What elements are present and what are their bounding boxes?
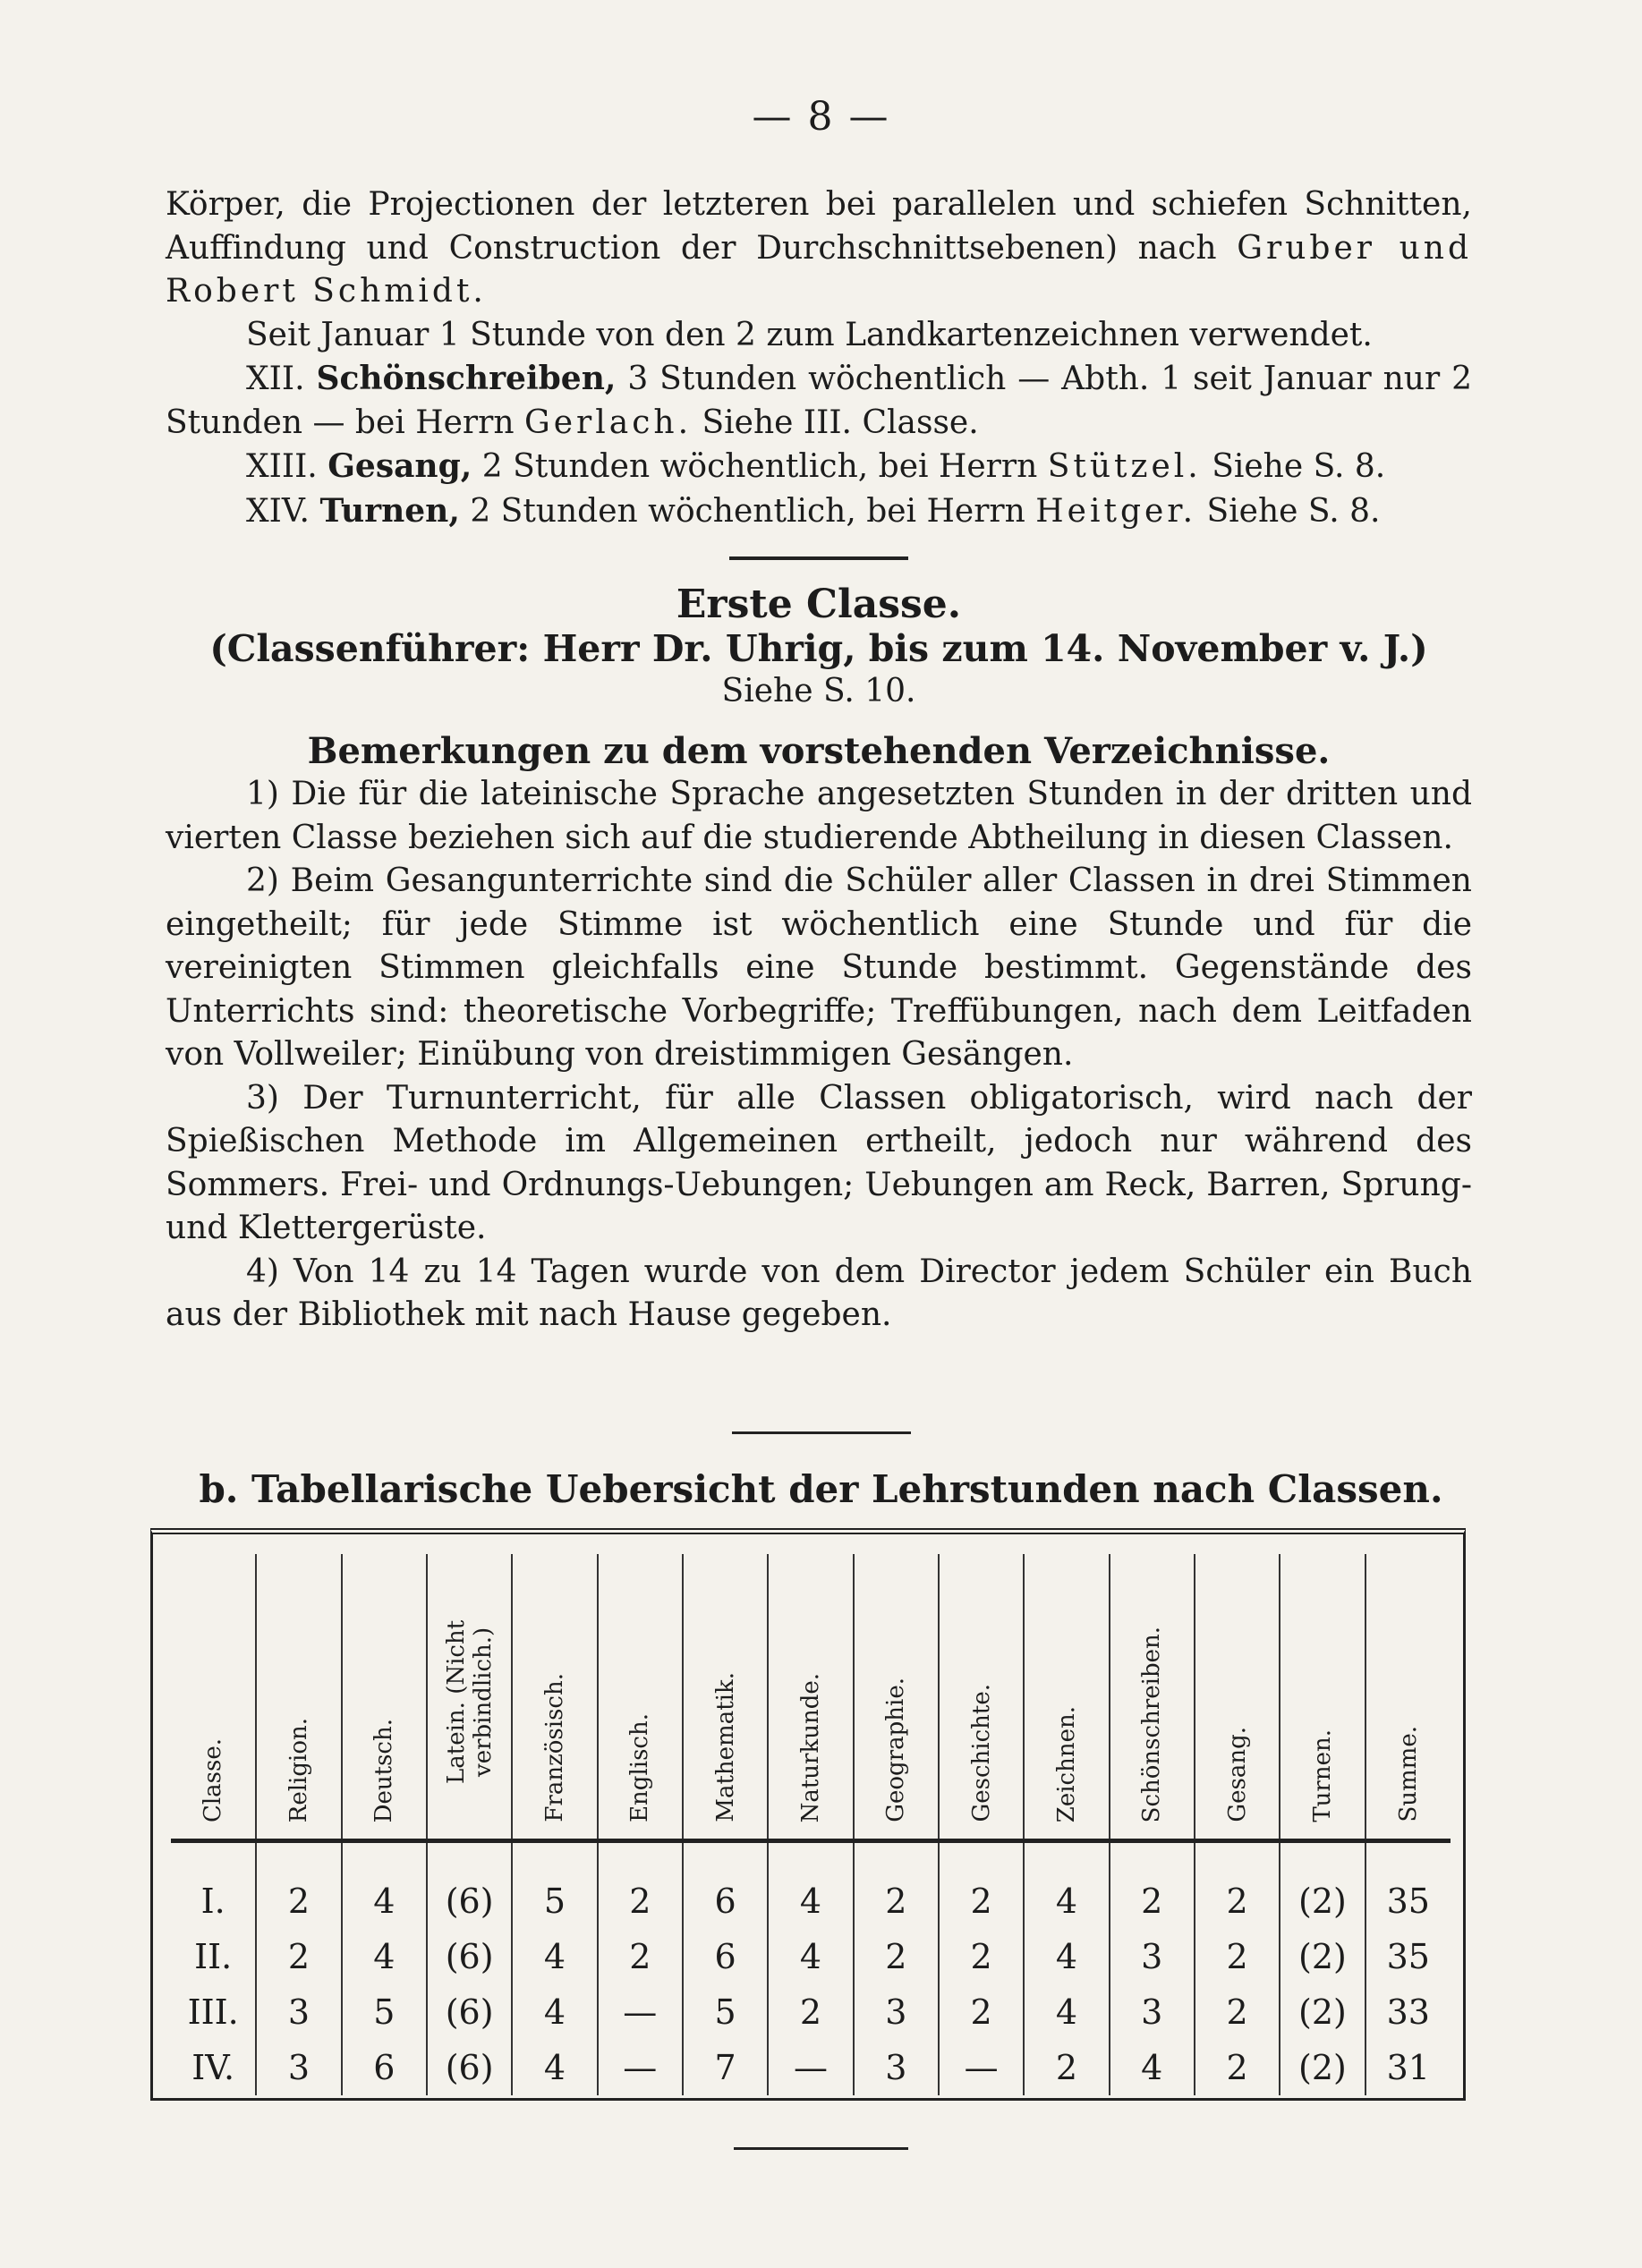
column-label: Summe.: [1394, 1726, 1422, 1822]
hours-cell: (6): [427, 1929, 512, 1984]
hours-cell: 2: [256, 1841, 341, 1930]
hours-cell: 35: [1386, 1937, 1430, 1976]
hours-cell: 2: [256, 1929, 341, 1984]
column-header: [1024, 1554, 1109, 1841]
hours-cell: 2: [939, 1929, 1024, 1984]
hours-cell: 2: [939, 1841, 1024, 1930]
hours-cell: —: [768, 2040, 853, 2095]
subject-entry: [166, 489, 1472, 534]
hours-cell: (2): [1280, 2040, 1365, 2095]
column-header: [256, 1554, 341, 1841]
hours-cell: 5: [342, 1984, 427, 2040]
column-label: Deutsch.: [370, 1718, 398, 1822]
remark-item: 2) Beim Gesangunterrichte sind die Schüler aller Classen in drei Stimmen eingetheilt; für jede Stimme ist wöchentlich eine Stunde und für die vereinigten Stimmen gleichfalls eine Stunde bestimmt. Gegenstände des Unterrichts sind: theoretische Vorbegriffe; Treffübungen, nach dem Leitfaden von Vollweiler; Einübung von dreistimmigen Gesängen.: [166, 862, 1472, 1073]
table-row: [171, 1929, 1451, 1984]
hours-cell: —: [939, 2040, 1024, 2095]
table-row: [171, 1984, 1451, 2040]
divider: [732, 1431, 911, 1434]
hours-cell: 2: [1195, 1929, 1280, 1984]
subject-text: 2 Stunden wöchentlich, bei Herrn: [470, 492, 1025, 530]
section-leader: (Classenführer: Herr Dr. Uhrig, bis zum 14. November v. J.): [209, 626, 1428, 670]
subject-text: 2 Stunden wöchentlich, bei Herrn: [481, 448, 1038, 485]
remark-item: 3) Der Turnunterricht, für alle Classen obligatorisch, wird nach der Spießischen Methode im Allgemeinen ertheilt, jedoch nur während des Sommers. Frei- und Ordnungs-Uebungen; Uebungen am Reck, Barren, Sprung- und Klettergerüste.: [166, 1079, 1472, 1246]
hours-cell: 3: [854, 2040, 939, 2095]
hours-cell: 2: [598, 1929, 683, 1984]
column-header: [342, 1554, 427, 1841]
hours-cell: 2: [854, 1929, 939, 1984]
column-label: Geschichte.: [967, 1684, 995, 1822]
hours-cell: (2): [1280, 1929, 1365, 1984]
column-label: Zeichnen.: [1052, 1705, 1080, 1822]
section-ref: Siehe S. 10.: [721, 673, 916, 709]
divider: [734, 2147, 908, 2150]
hours-cell: 5: [512, 1841, 597, 1930]
column-header: [598, 1554, 683, 1841]
hours-cell: 6: [683, 1929, 768, 1984]
hours-cell: 5: [683, 1984, 768, 2040]
column-label: Geographie.: [882, 1678, 910, 1822]
column-header: [1280, 1554, 1365, 1841]
schedule-table: [171, 1554, 1451, 2095]
column-label: Schönschreiben.: [1138, 1626, 1166, 1822]
hours-cell: (2): [1280, 1984, 1365, 2040]
hours-cell: 4: [1024, 1984, 1109, 2040]
hours-cell: —: [598, 1984, 683, 2040]
hours-cell: (6): [427, 1984, 512, 2040]
column-header: [939, 1554, 1024, 1841]
intro-line2: Seit Januar 1 Stunde von den 2 zum Landkartenzeichnen verwendet.: [246, 316, 1373, 353]
hours-cell: 2: [1195, 2040, 1280, 2095]
hours-cell: 6: [683, 1841, 768, 1930]
column-label: Französisch.: [540, 1673, 568, 1822]
remark-item: 1) Die für die lateinische Sprache angesetzten Stunden in der dritten und vierten Classe beziehen sich auf die studierende Abtheilung in diesen Classen.: [166, 776, 1472, 856]
column-header: [768, 1554, 853, 1841]
subject-numeral: XIII.: [246, 448, 318, 485]
column-header: [683, 1554, 768, 1841]
intro-paragraph: [166, 183, 1472, 314]
subject-ref: Siehe III. Classe.: [702, 403, 979, 441]
hours-cell: 35: [1386, 1882, 1430, 1921]
hours-cell: (6): [427, 2040, 512, 2095]
hours-cell: 2: [768, 1984, 853, 2040]
column-header: [1195, 1554, 1280, 1841]
hours-cell: 7: [683, 2040, 768, 2095]
subject-text: 3 Stunden wöchentlich — Abth. 1 seit Januar nur 2 Stunden — bei Herrn: [166, 361, 1473, 441]
column-header: [427, 1554, 512, 1841]
column-label: Classe.: [200, 1737, 227, 1822]
table-row: [171, 2040, 1451, 2095]
hours-cell: 2: [1195, 1984, 1280, 2040]
remarks-title: Bemerkungen zu dem vorstehenden Verzeichnisse.: [307, 729, 1331, 772]
column-header: [1365, 1554, 1451, 1841]
hours-cell: 3: [1110, 1984, 1195, 2040]
hours-cell: 4: [768, 1841, 853, 1930]
column-header: [512, 1554, 597, 1841]
page-number: — 8 —: [752, 94, 890, 140]
subject-ref: Siehe S. 8.: [1206, 492, 1381, 530]
subject-numeral: XIV.: [246, 492, 310, 530]
column-header: [171, 1554, 256, 1841]
hours-cell: 3: [256, 2040, 341, 2095]
subject-numeral: XII.: [246, 361, 305, 397]
hours-cell: 4: [768, 1929, 853, 1984]
class-label-cell: IV.: [171, 2040, 256, 2095]
hours-cell: 2: [854, 1841, 939, 1930]
subject-name: Schönschreiben,: [316, 360, 617, 397]
hours-cell: 4: [512, 1984, 597, 2040]
column-label: Latein. (Nicht verbindlich.): [442, 1619, 497, 1784]
column-label: Religion.: [285, 1717, 312, 1822]
remark-item: 4) Von 14 zu 14 Tagen wurde von dem Director jedem Schüler ein Buch aus der Bibliothek mit nach Hause gegeben.: [166, 1253, 1472, 1333]
subject-teacher: Stützel.: [1047, 448, 1202, 485]
column-label: Englisch.: [626, 1713, 654, 1822]
hours-cell: 4: [512, 2040, 597, 2095]
hours-cell: 2: [939, 1984, 1024, 2040]
hours-cell: 2: [598, 1841, 683, 1930]
hours-cell: 31: [1386, 2048, 1430, 2087]
intro-authors: Gruber und Robert Schmidt.: [166, 229, 1472, 310]
column-label: Naturkunde.: [796, 1672, 824, 1822]
hours-cell: 4: [342, 1929, 427, 1984]
hours-cell: (6): [427, 1841, 512, 1930]
subject-teacher: Gerlach.: [523, 403, 693, 441]
class-label-cell: II.: [171, 1929, 256, 1984]
column-label: Turnen.: [1308, 1729, 1336, 1822]
subject-ref: Siehe S. 8.: [1212, 448, 1386, 485]
subject-entry: [166, 357, 1472, 445]
intro-line1: Körper, die Projectionen der letzteren bei parallelen und schiefen Schnitten, Auffindung und Construction der Durchschnittsebenen) nach: [166, 186, 1472, 267]
subject-teacher: Heitger.: [1035, 492, 1197, 530]
hours-cell: 3: [256, 1984, 341, 2040]
class-label-cell: I.: [171, 1841, 256, 1930]
section-title: Erste Classe.: [676, 582, 962, 627]
column-label: Mathematik.: [711, 1672, 739, 1822]
hours-cell: 4: [1110, 2040, 1195, 2095]
hours-cell: —: [598, 2040, 683, 2095]
hours-cell: 2: [1110, 1841, 1195, 1930]
hours-cell: 33: [1386, 1992, 1430, 2032]
hours-cell: 2: [1195, 1841, 1280, 1930]
column-label: Gesang.: [1223, 1727, 1251, 1822]
body-text: [166, 183, 1472, 1338]
subject-name: Turnen,: [319, 491, 460, 530]
subject-entry: [166, 445, 1472, 489]
table-row: [171, 1841, 1451, 1930]
hours-cell: 3: [854, 1984, 939, 2040]
hours-cell: 2: [1024, 2040, 1109, 2095]
subject-name: Gesang,: [328, 447, 472, 485]
hours-cell: 3: [1110, 1929, 1195, 1984]
hours-cell: 4: [1024, 1841, 1109, 1930]
column-header: [854, 1554, 939, 1841]
hours-cell: (2): [1280, 1841, 1365, 1930]
column-header: [1110, 1554, 1195, 1841]
schedule-table-frame: [150, 1528, 1466, 2101]
hours-cell: 6: [342, 2040, 427, 2095]
class-label-cell: III.: [171, 1984, 256, 2040]
table-header-row: [171, 1554, 1451, 1841]
hours-cell: 4: [342, 1841, 427, 1930]
table-title: b. Tabellarische Uebersicht der Lehrstunden nach Classen.: [199, 1467, 1443, 1511]
hours-cell: 4: [1024, 1929, 1109, 1984]
hours-cell: 4: [512, 1929, 597, 1984]
